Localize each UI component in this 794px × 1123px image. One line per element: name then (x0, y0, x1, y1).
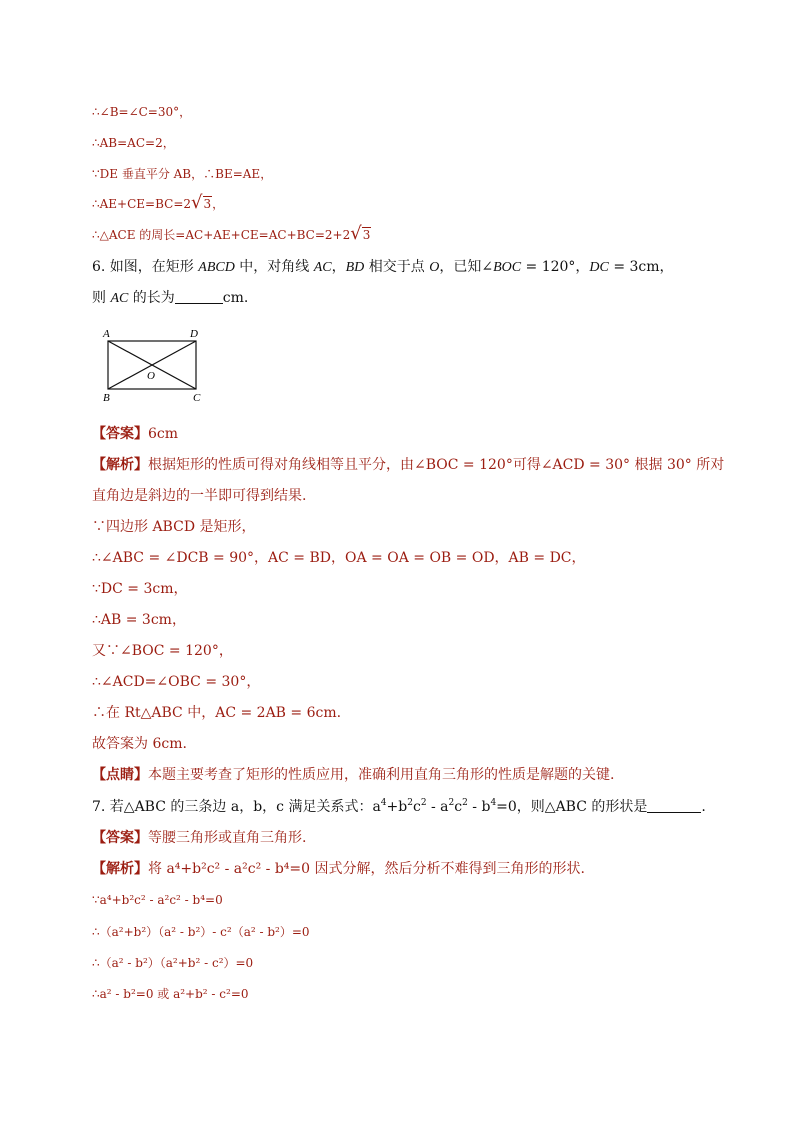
q6-analysis-2: 直角边是斜边的一半即可得到结果. (92, 488, 307, 504)
q6-step-4: ∴AB = 3cm， (92, 612, 186, 628)
question-6-stem-2: 则 AC 的长为 cm. (92, 290, 249, 306)
q6-answer: 【答案】6cm (92, 426, 179, 442)
q7-step-2: ∴（a²+b²）（a² - b²）- c²（a² - b²）=0 (92, 925, 310, 939)
q6-step-1: ∵四边形 ABCD 是矩形， (92, 519, 256, 535)
label-d: D (190, 328, 198, 340)
q6-step-7: ∴在 Rt△ABC 中，AC = 2AB = 6cm. (92, 705, 342, 721)
solution-line-1: ∴∠B=∠C=30°， (92, 105, 192, 119)
q6-step-6: ∴∠ACD=∠OBC = 30°， (92, 674, 261, 690)
q7-step-3: ∴（a² - b²）（a²+b² - c²）=0 (92, 956, 254, 970)
sqrt-3: √3 (191, 192, 212, 213)
sqrt-3: √3 (350, 223, 371, 244)
line4-text: ∴AE+CE=BC=2 (92, 197, 192, 211)
label-o: O (147, 370, 155, 382)
solution-line-2: ∴AB=AC=2， (92, 136, 175, 150)
q6-analysis: 【解析】根据矩形的性质可得对角线相等且平分，由∠BOC = 120°可得∠ACD = 30° 根据 30° 所对 (92, 457, 725, 473)
q7-analysis: 【解析】将 a⁴+b²c² - a²c² - b⁴=0 因式分解，然后分析不难得到三角形的形状. (92, 861, 585, 877)
line5-text: ∴△ACE 的周长=AC+AE+CE=AC+BC=2+2 (92, 228, 351, 242)
q6-step-3: ∵DC = 3cm， (92, 581, 188, 597)
q6-step-5: 又∵∠BOC = 120°， (92, 643, 233, 659)
q6-comment: 【点睛】本题主要考查了矩形的性质应用，准确利用直角三角形的性质是解题的关键. (92, 767, 615, 783)
q7-step-1: ∵a⁴+b²c² - a²c² - b⁴=0 (92, 893, 223, 907)
label-a: A (103, 328, 110, 340)
q7-answer: 【答案】等腰三角形或直角三角形. (92, 830, 307, 846)
answer-blank (175, 289, 223, 304)
question-6-stem: 6. 如图，在矩形 ABCD 中，对角线 AC，BD 相交于点 O，已知∠BOC = 120°，DC = 3cm， (92, 259, 674, 275)
solution-line-4: ∴AE+CE=BC=2√3， (92, 192, 225, 213)
rectangle-figure (100, 325, 210, 405)
q7-step-4: ∴a² - b²=0 或 a²+b² - c²=0 (92, 987, 249, 1001)
label-c: C (193, 392, 201, 404)
q6-step-8: 故答案为 6cm. (92, 736, 187, 752)
q6-step-2: ∴∠ABC = ∠DCB = 90°，AC = BD，OA = OA = OB = OD，AB = DC， (92, 550, 586, 566)
solution-line-5 (92, 225, 371, 245)
solution-line-3: ∵DE 垂直平分 AB，∴BE=AE， (92, 167, 273, 181)
question-7-stem: 7. 若△ABC 的三条边 a，b，c 满足关系式：$a^4+b^2c^2 - a^2c^2 - b^4=0$，则△ABC 的形状是 . (92, 798, 706, 815)
answer-blank (647, 798, 701, 813)
label-b: B (103, 392, 110, 404)
